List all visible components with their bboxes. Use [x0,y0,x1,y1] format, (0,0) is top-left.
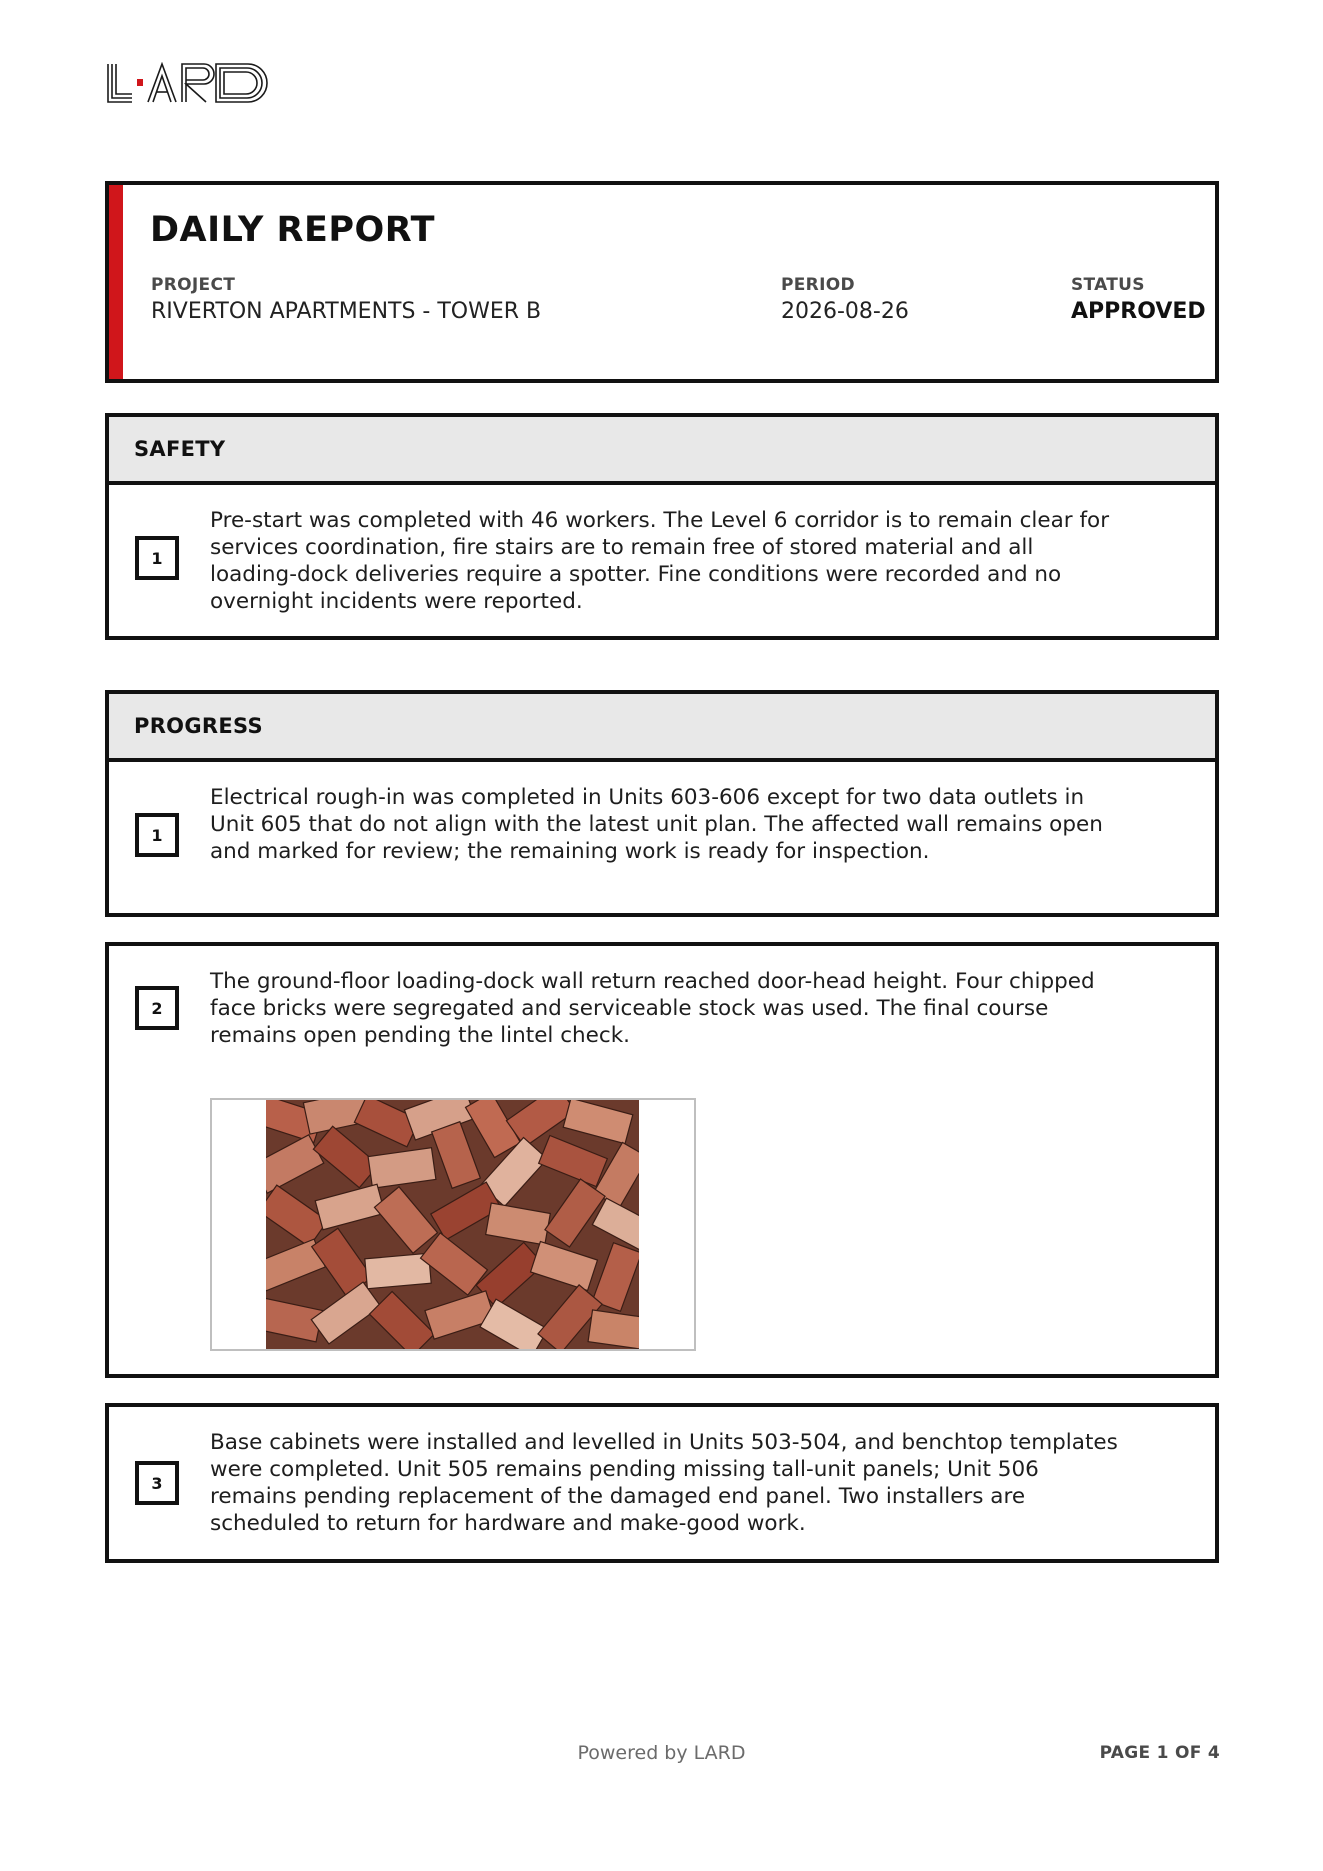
progress-entry-1 [109,762,1215,917]
entry-number: 1 [135,813,179,857]
powered-by: Powered by LARD [577,1742,746,1764]
entry-text: Electrical rough-in was completed in Units 603-606 except for two data outlets in Unit 605 that do not align with the latest unit plan. The affected wall remains open and marked for review; the remaining work is ready for inspection. [210,785,1103,864]
report-title: DAILY REPORT [150,210,436,250]
entry-number: 3 [135,1461,179,1505]
period-value: 2026-08-26 [781,299,909,324]
progress-entry-2 [105,942,1219,1378]
safety-entry-1 [109,485,1215,640]
entry-text: The ground-floor loading-dock wall return reached door-head height. Four chipped face bricks were segregated and serviceable stock was used. The final course remains open pending the lintel check. [210,969,1095,1048]
progress-heading: PROGRESS [109,694,1215,762]
period-label: PERIOD [781,275,855,295]
entry-number: 1 [135,536,179,580]
status-label: STATUS [1071,275,1145,295]
safety-section [105,413,1219,640]
safety-heading: SAFETY [109,417,1215,485]
progress-entry-3 [105,1403,1219,1563]
accent-bar [109,185,123,379]
entry-number: 2 [135,986,179,1030]
status-value: APPROVED [1071,299,1206,324]
report-header-card [105,181,1219,383]
project-value: RIVERTON APARTMENTS - TOWER B [151,299,542,324]
brick-pile-photo[interactable] [210,1098,696,1351]
entry-text: Pre-start was completed with 46 workers. The Level 6 corridor is to remain clear for services coordination, fire stairs are to remain free of stored material and all loading-dock deliveries require a spotter. Fine conditions were recorded and no overnight incidents were reported. [210,508,1110,614]
project-label: PROJECT [151,275,236,295]
page-indicator: PAGE 1 OF 4 [1099,1743,1220,1763]
lard-logo [106,62,270,104]
progress-section [105,690,1219,917]
entry-text: Base cabinets were installed and levelled in Units 503-504, and benchtop templates were completed. Unit 505 remains pending missing tall-unit panels; Unit 506 remains pending replacement of the damaged end panel. Two installers are scheduled to return for hardware and make-good work. [210,1430,1118,1536]
